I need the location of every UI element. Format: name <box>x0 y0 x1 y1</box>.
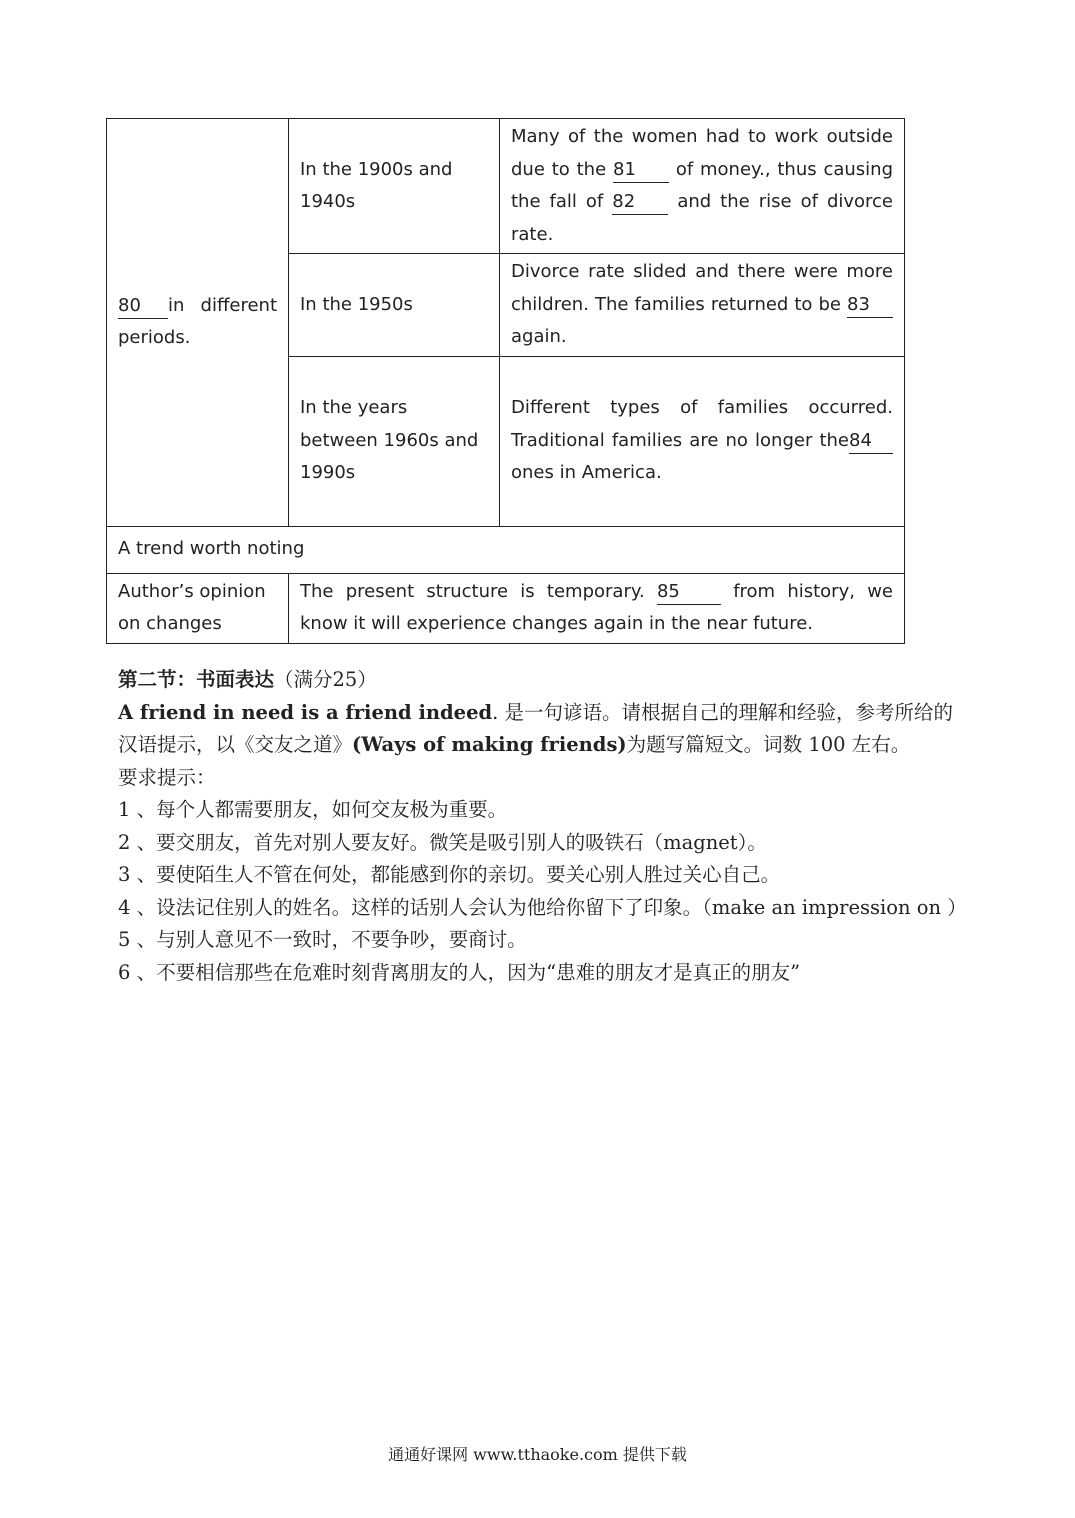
opinion-cell: The present structure is temporary. 85 from history, we know it will experience changes again in the near future. <box>289 573 905 643</box>
essay-instructions: A friend in need is a friend indeed. 是一句谚语。请根据自己的理解和经验，参考所给的汉语提示，以《交友之道》(Ways of making friends)为题写篇短文。词数 100 左右。 <box>118 700 954 756</box>
theme-label: in different periods. <box>118 294 277 349</box>
opinion-label: Author’s opinion on changes <box>107 573 289 643</box>
period-cell: In the years between 1960s and 1990s <box>289 356 500 526</box>
section-heading <box>118 664 960 697</box>
writing-section <box>118 664 967 989</box>
blank-83[interactable]: 83 <box>847 293 893 318</box>
blank-81[interactable]: 81 <box>613 158 669 183</box>
requirement-item: 2 、要交朋友，首先对别人要友好。微笑是吸引别人的吸铁石（magnet）。 <box>118 830 767 854</box>
blank-82[interactable]: 82 <box>612 190 668 215</box>
requirement-item: 3 、要使陌生人不管在何处，都能感到你的亲切。要关心别人胜过关心自己。 <box>118 863 781 886</box>
essay-title-en: (Ways of making friends) <box>352 733 627 756</box>
description-cell: Divorce rate slided and there were more children. The families returned to be 83 again. <box>500 254 905 357</box>
section-title: 第二节：书面表达 <box>118 668 275 691</box>
requirement-item: 4 、设法记住别人的姓名。这样的话别人会认为他给你留下了印象。（make an impression on ） <box>118 895 967 919</box>
requirements-label: 要求提示： <box>118 765 216 789</box>
page-footer: 通通好课网 www.tthaoke.com 提供下载 <box>388 1445 687 1464</box>
reading-summary-table <box>106 118 905 644</box>
trend-row: A trend worth noting <box>107 526 905 573</box>
requirement-item: 1 、每个人都需要朋友，如何交友极为重要。 <box>118 798 508 821</box>
period-cell: In the 1900s and 1940s <box>289 119 500 254</box>
blank-84[interactable]: 84 <box>849 429 893 454</box>
description-cell: Different types of families occurred. Traditional families are no longer the84 ones in America. <box>500 356 905 526</box>
theme-cell <box>107 119 289 527</box>
section-score: （满分25） <box>274 668 377 691</box>
description-cell: Many of the women had to work outside due to the 81 of money., thus causing the fall of 82 and the rise of divorce rate. <box>500 119 905 254</box>
requirement-item: 5 、与别人意见不一致时，不要争吵，要商讨。 <box>118 928 527 951</box>
blank-85[interactable]: 85 <box>657 580 721 605</box>
requirement-item: 6 、不要相信那些在危难时刻背离朋友的人，因为“患难的朋友才是真正的朋友” <box>118 960 801 984</box>
period-cell: In the 1950s <box>289 254 500 357</box>
proverb: A friend in need is a friend indeed <box>118 700 493 724</box>
blank-80[interactable]: 80 <box>118 294 168 319</box>
